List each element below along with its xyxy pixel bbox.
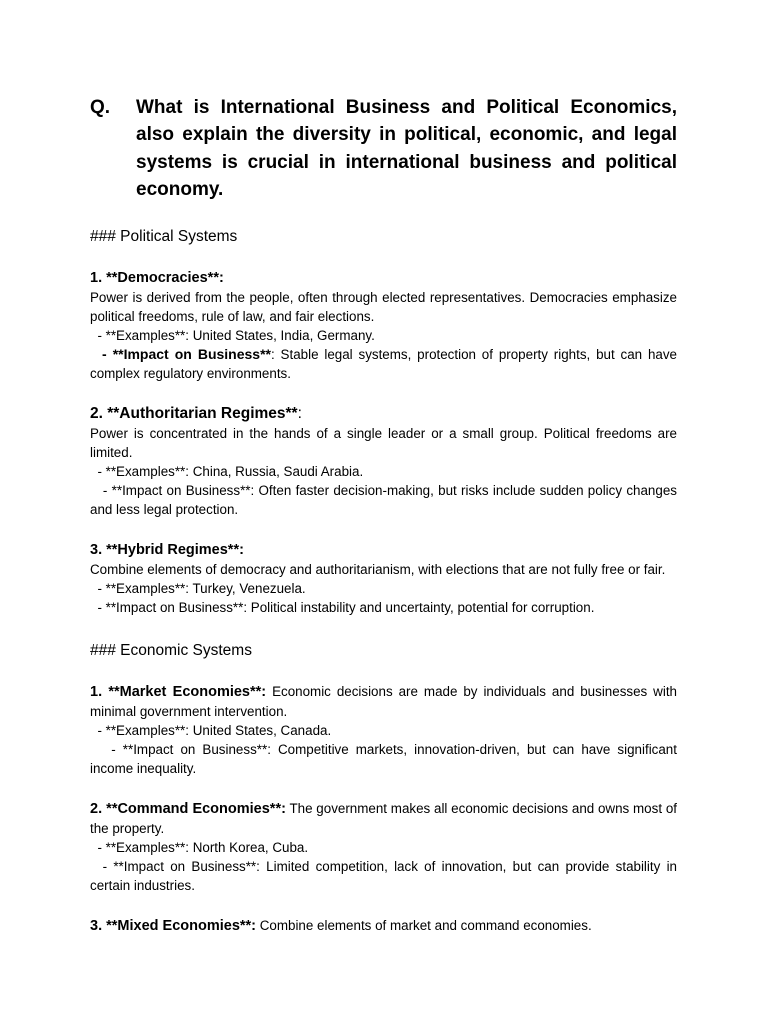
impact-key: - **Impact on Business** xyxy=(90,742,268,758)
command-economies-title: 2. **Command Economies**: xyxy=(90,801,286,818)
examples-key: - **Examples** xyxy=(90,464,186,480)
market-economies-impact xyxy=(90,740,681,778)
examples-value: : North Korea, Cuba. xyxy=(185,840,309,856)
impact-key: - **Impact on Business** xyxy=(90,859,257,875)
market-economies-examples xyxy=(90,721,677,740)
authoritarian-impact xyxy=(90,481,681,519)
impact-key: - **Impact on Business** xyxy=(90,346,271,363)
examples-value: : China, Russia, Saudi Arabia. xyxy=(185,464,364,480)
hybrid-impact xyxy=(90,598,677,617)
mixed-economies-item xyxy=(90,916,677,936)
impact-value: : Often faster decision-making, but risks include sudden policy changes and less legal protection. xyxy=(90,483,681,518)
authoritarian-item xyxy=(90,404,681,519)
impact-value: : Competitive markets, innovation-driven, but can have significant income inequality. xyxy=(90,742,681,777)
command-economies-item xyxy=(90,799,681,895)
command-economies-description: The government makes all economic decisions and owns most of the property. xyxy=(90,801,677,837)
examples-value: : United States, India, Germany. xyxy=(185,328,375,344)
economic-systems-heading: ### Economic Systems xyxy=(90,642,252,660)
authoritarian-examples xyxy=(90,462,677,481)
mixed-economies-description: Combine elements of market and command economies. xyxy=(256,918,592,934)
hybrid-examples xyxy=(90,579,677,598)
examples-value: : United States, Canada. xyxy=(185,723,332,739)
examples-key: - **Examples** xyxy=(90,840,186,856)
impact-value: : Stable legal systems, protection of property rights, but can have complex regulatory environments. xyxy=(90,347,681,382)
impact-value: : Limited competition, lack of innovation, but can provide stability in certain industries. xyxy=(90,859,681,894)
hybrid-item xyxy=(90,540,677,617)
examples-key: - **Examples** xyxy=(90,328,186,344)
hybrid-title: 3. **Hybrid Regimes**: xyxy=(90,542,244,559)
market-economies-item xyxy=(90,682,681,778)
question-block xyxy=(90,94,677,203)
democracies-item xyxy=(90,268,681,383)
democracies-impact xyxy=(90,345,681,383)
democracies-description: Power is derived from the people, often through elected representatives. Democracies emphasize political freedoms, rule of law, and fair elections. xyxy=(90,290,677,325)
impact-key: - **Impact on Business** xyxy=(90,600,244,616)
examples-key: - **Examples** xyxy=(90,581,186,597)
market-economies-description: Economic decisions are made by individuals and businesses with minimal government intervention. xyxy=(90,684,677,720)
command-economies-examples xyxy=(90,838,677,857)
question-text: What is International Business and Political Economics, also explain the diversity in political, economic, and legal systems is crucial in international business and political economy. xyxy=(136,97,677,200)
authoritarian-description: Power is concentrated in the hands of a single leader or a small group. Political freedoms are limited. xyxy=(90,426,677,461)
political-systems-heading: ### Political Systems xyxy=(90,228,238,246)
question-label: Q. xyxy=(90,97,111,118)
examples-key: - **Examples** xyxy=(90,723,186,739)
impact-key: - **Impact on Business** xyxy=(90,483,251,499)
democracies-examples xyxy=(90,326,677,345)
hybrid-description: Combine elements of democracy and authoritarianism, with elections that are not fully free or fair. xyxy=(90,562,666,578)
market-economies-title: 1. **Market Economies**: xyxy=(90,684,267,701)
document-body xyxy=(90,94,681,936)
examples-value: : Turkey, Venezuela. xyxy=(185,581,306,597)
authoritarian-title: 2. **Authoritarian Regimes** xyxy=(90,405,298,423)
authoritarian-title-suffix: : xyxy=(297,405,302,423)
mixed-economies-title: 3. **Mixed Economies**: xyxy=(90,918,256,935)
impact-value: : Political instability and uncertainty, potential for corruption. xyxy=(243,600,595,616)
command-economies-impact xyxy=(90,857,681,895)
democracies-title: 1. **Democracies**: xyxy=(90,270,224,287)
